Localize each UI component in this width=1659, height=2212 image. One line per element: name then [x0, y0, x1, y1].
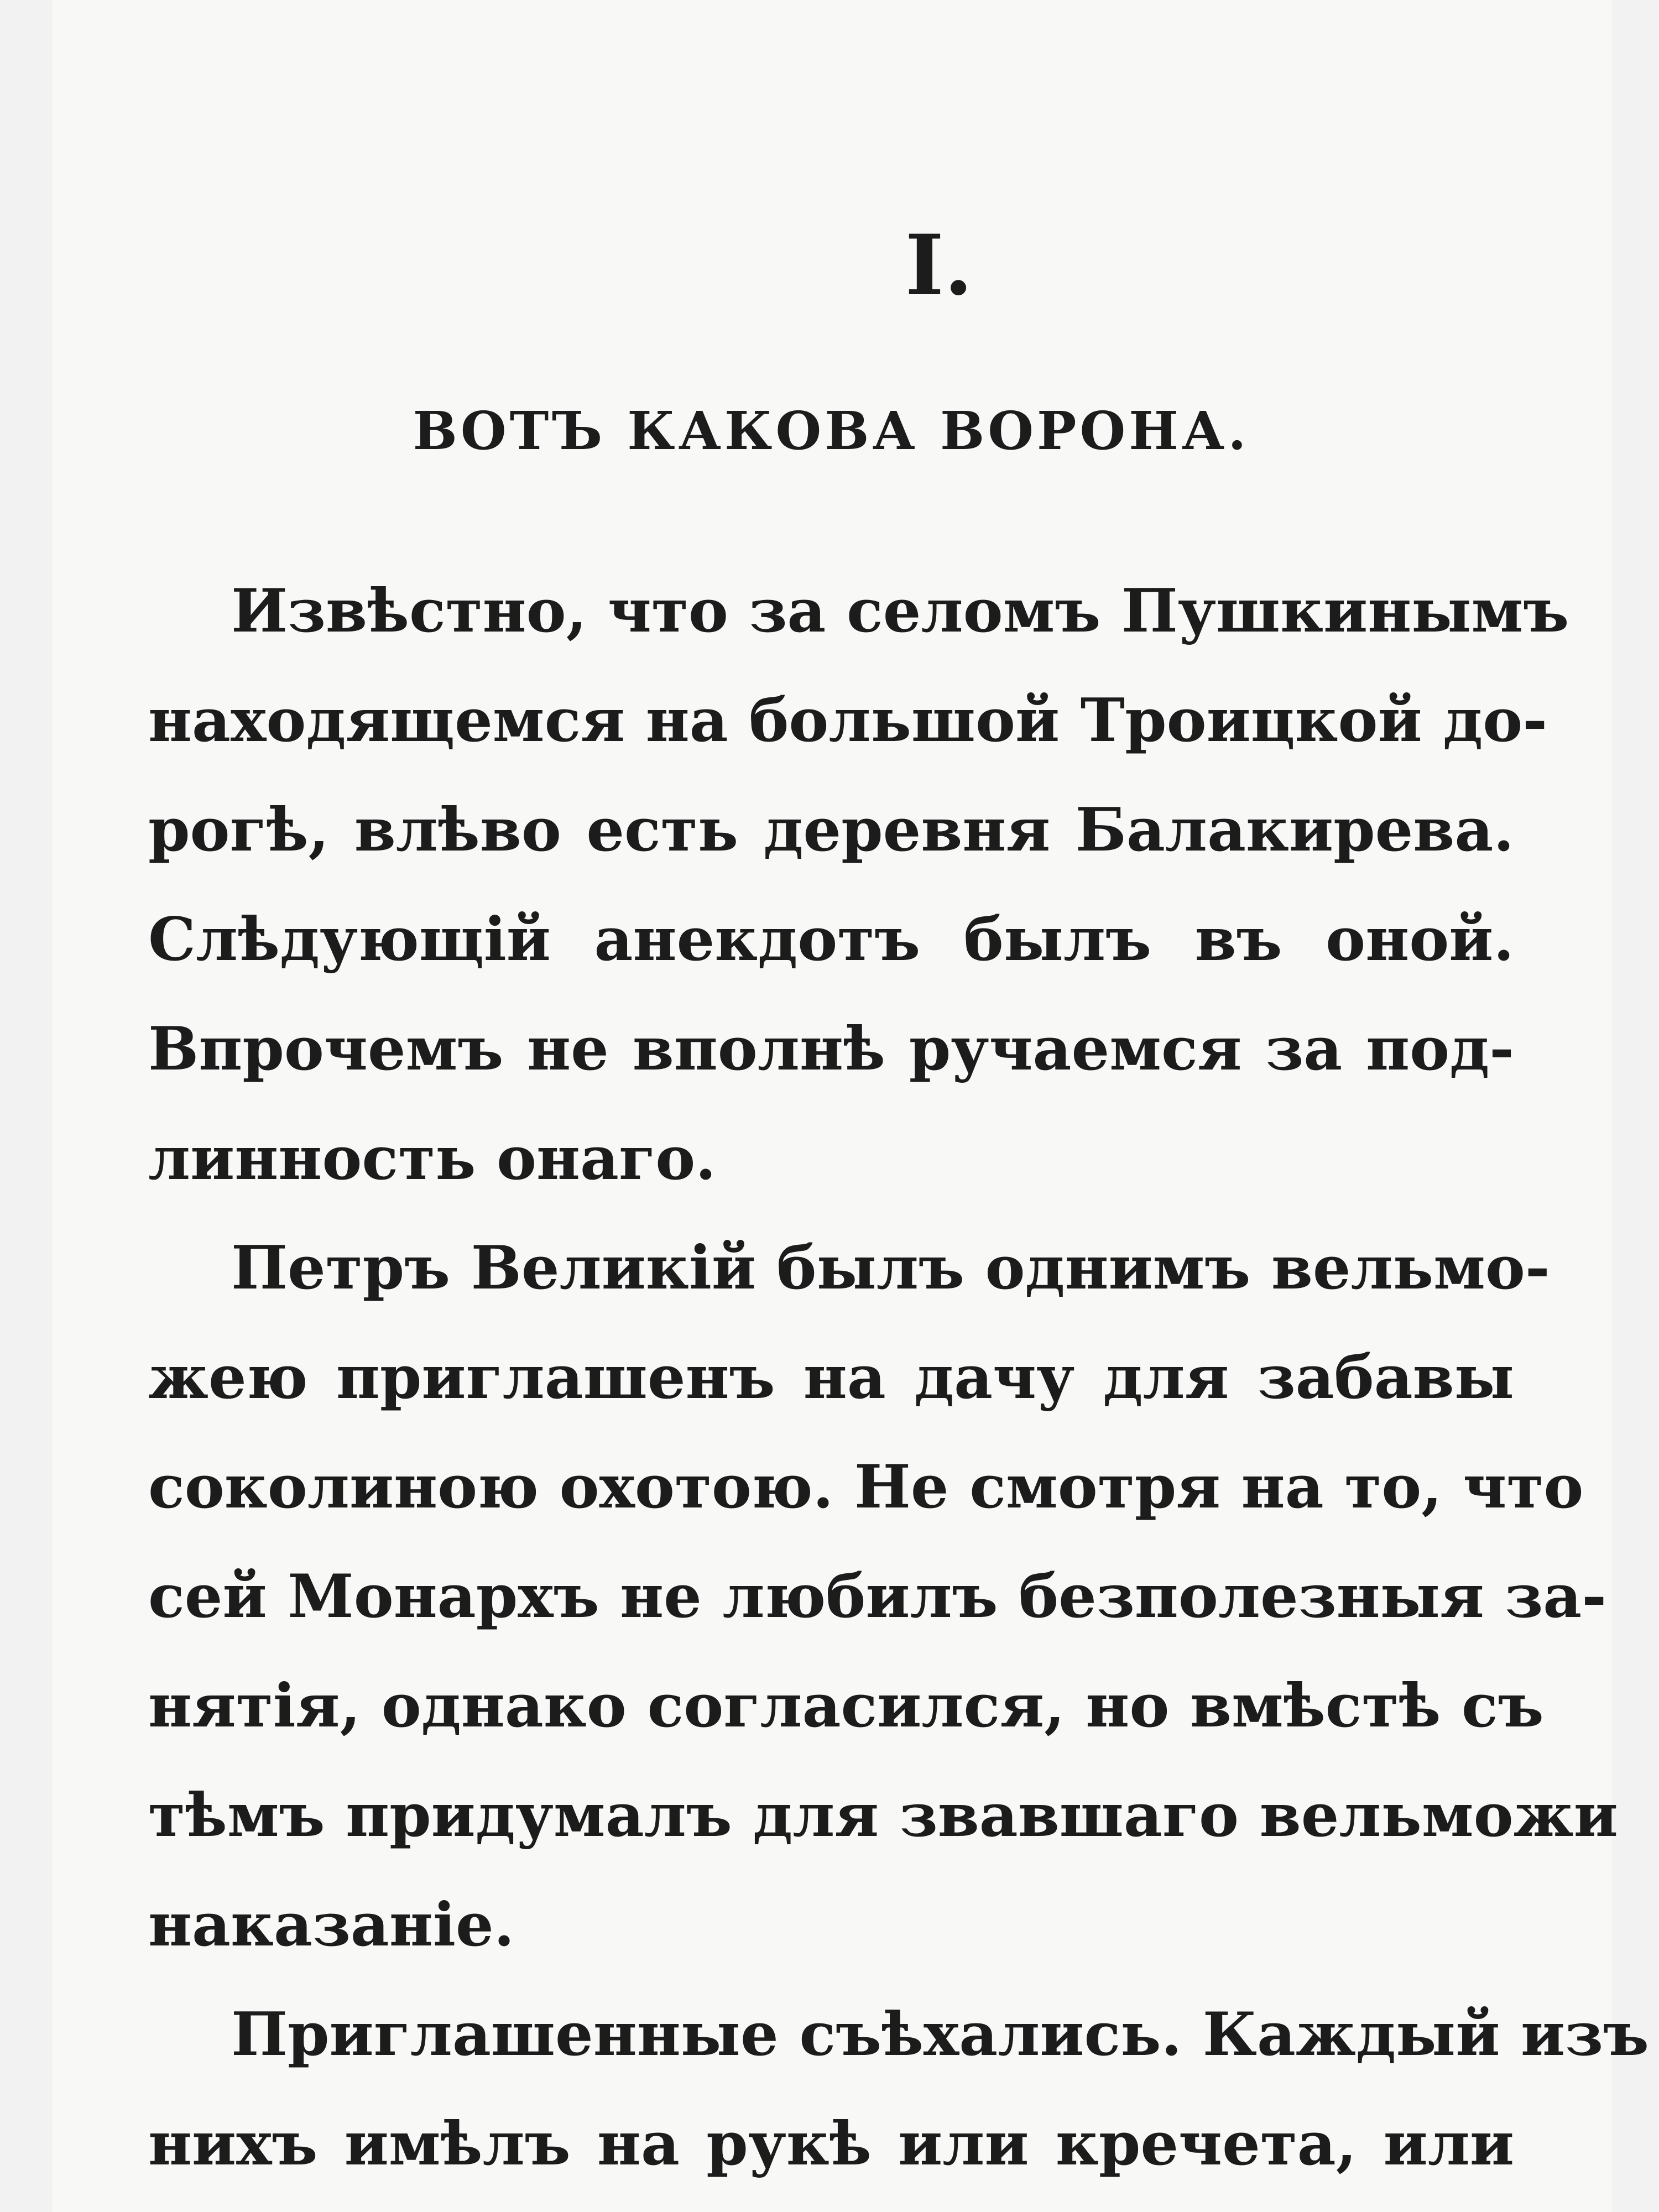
- text-line: нихъ имѣлъ на рукѣ или кречета, или: [148, 2109, 1514, 2179]
- text-line: Петръ Великій былъ однимъ вельмо-: [231, 1233, 1550, 1303]
- text-line: сей Монархъ не любилъ безполезныя за-: [148, 1562, 1607, 1631]
- text-line: соколиною охотою. Не смотря на то, что: [148, 1452, 1584, 1522]
- text-line: линность онаго.: [148, 1124, 716, 1193]
- text-line: нятія, однако согласился, но вмѣстѣ съ: [148, 1671, 1544, 1741]
- text-line: жею приглашенъ на дачу для забавы: [148, 1343, 1514, 1412]
- chapter-title: ВОТЪ КАКОВА ВОРОНА.: [413, 400, 1250, 462]
- chapter-number: I.: [905, 217, 973, 314]
- text-line: наказаніе.: [148, 1890, 515, 1960]
- text-line: Извѣстно, что за селомъ Пушкинымъ: [231, 576, 1569, 646]
- text-line: Приглашенные съѣхались. Каждый изъ: [231, 2000, 1649, 2069]
- text-line: находящемся на большой Троицкой до-: [148, 686, 1548, 755]
- text-line: Слѣдующій анекдотъ былъ въ оной.: [148, 905, 1514, 974]
- text-line: Впрочемъ не вполнѣ ручаемся за под-: [148, 1014, 1514, 1084]
- text-line: тѣмъ придумалъ для звавшаго вельможи: [148, 1781, 1618, 1850]
- text-line: рогѣ, влѣво есть деревня Балакирева.: [148, 795, 1514, 865]
